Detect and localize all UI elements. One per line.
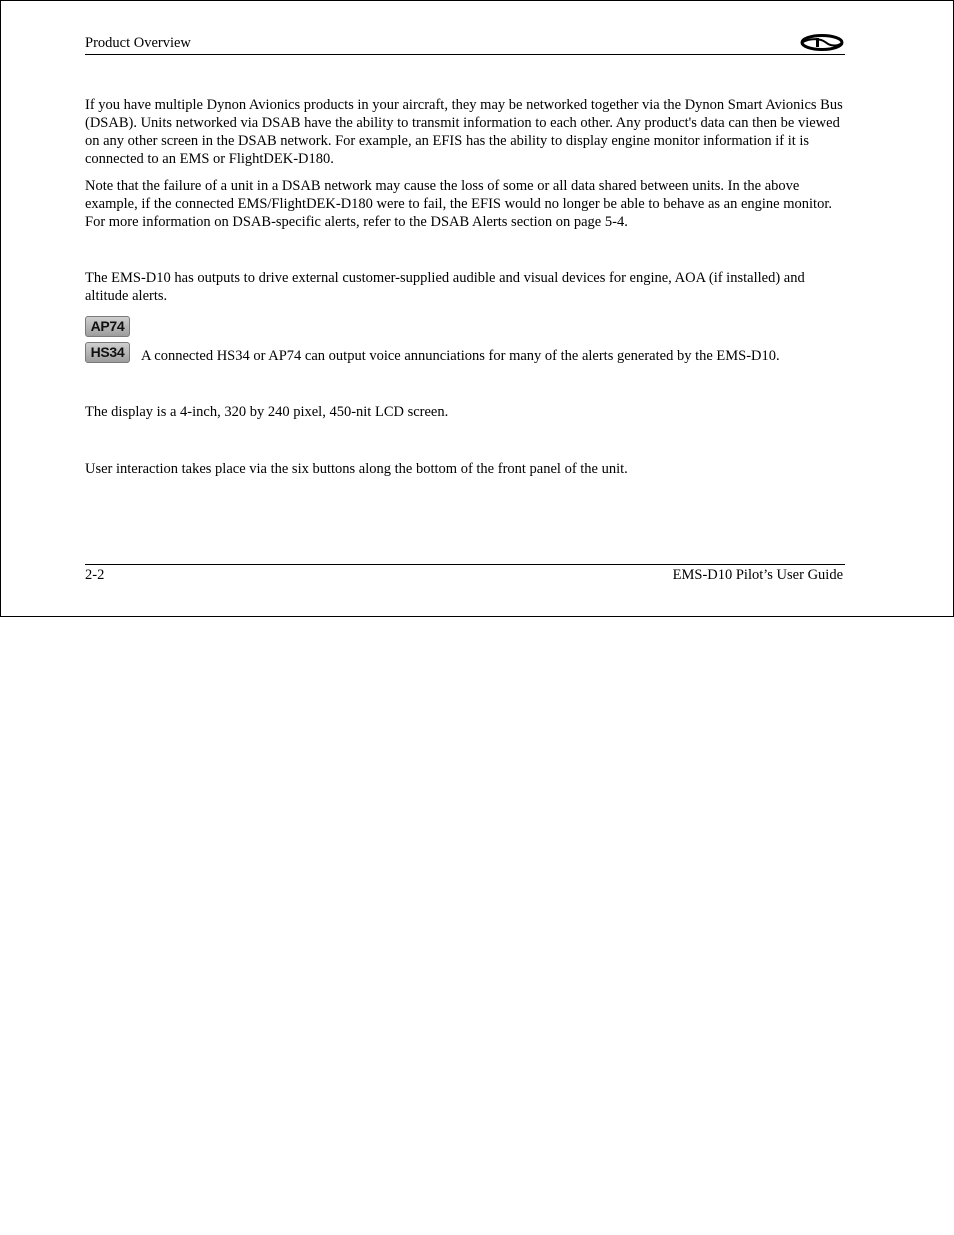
paragraph-dsab-failure: Note that the failure of a unit in a DSAB network may cause the loss of some or all data shared between units. In the above example, if the connected EMS/FlightDEK-D180 were to fail, the EFIS would no longer be able to behave as an engine monitor. For more information on DSAB-specific alerts, refer to the DSAB Alerts section on page 5-4. — [85, 178, 832, 230]
paragraph-user-interaction: User interaction takes place via the six buttons along the bottom of the front panel of the unit. — [85, 461, 628, 477]
page-header — [85, 34, 845, 55]
dynon-logo-icon — [800, 34, 844, 51]
section-title: Product Overview — [85, 35, 191, 51]
paragraph-alert-outputs: The EMS-D10 has outputs to drive external customer-supplied audible and visual devices for engine, AOA (if installed) and altitude alerts. — [85, 270, 805, 304]
guide-title: EMS-D10 Pilot’s User Guide — [672, 567, 843, 583]
paragraph-voice-annunciations: A connected HS34 or AP74 can output voice annunciations for many of the alerts generated by the EMS-D10. — [141, 348, 780, 364]
paragraph-dsab-network: If you have multiple Dynon Avionics products in your aircraft, they may be networked together via the Dynon Smart Avionics Bus (DSAB). Units networked via DSAB have the ability to transmit information to each other. Any product's data can then be viewed on any other screen in the DSAB network. For example, an EFIS has the ability to display engine monitor information if it is connected to an EMS or FlightDEK-D180. — [85, 97, 843, 167]
hs34-badge: HS34 — [85, 342, 130, 363]
page-footer — [85, 564, 845, 587]
paragraph-display: The display is a 4-inch, 320 by 240 pixel, 450-nit LCD screen. — [85, 404, 449, 420]
document-page — [0, 0, 954, 617]
page-number: 2-2 — [85, 567, 105, 583]
ap74-badge: AP74 — [85, 316, 130, 337]
